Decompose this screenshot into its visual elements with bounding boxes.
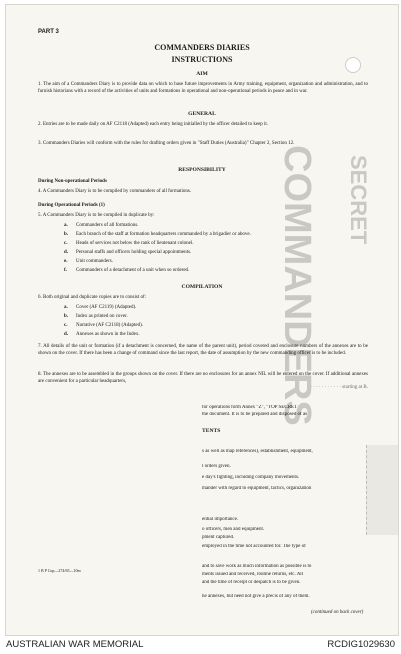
subheading-operational: During Operational Periods (1)	[38, 203, 105, 208]
archive-reference: RCDIG1029630	[327, 639, 395, 650]
fragment-line: ential importance.	[202, 517, 239, 522]
fragment-line: for operations form Annex "Z", "TOP SECRET	[202, 405, 298, 410]
bleed-through-secret: SECRET	[346, 155, 371, 245]
paragraph-5: 5. A Commanders Diary is to be compiled in duplicate by:	[38, 213, 155, 218]
heading-contents-fragment: TENTS	[202, 428, 221, 434]
list-item: c. Narrative (AF C2118) (Adapted).	[64, 323, 144, 328]
subheading-non-operational: During Non-operational Periods	[38, 179, 107, 184]
list-item: d. Personal staffs and officers holding special appointments.	[64, 250, 192, 255]
continued-note: (continued on back cover)	[311, 610, 364, 615]
paragraph-7: 7. All details of the unit or formation (if a detachment is concerned, the name of the parent unit), period covered and enclosure numbers of the annexes are to be shown on the cover. If there has been a change of command since the last report, the date of assumption by the new commanding officer is to be included.	[38, 344, 368, 356]
heading-general: GENERAL	[188, 111, 216, 117]
paragraph-4: 4. A Commanders Diary is to be compiled by commanders of all formations.	[38, 189, 192, 194]
fragment-line: s as well as map references), establishment, equipment,	[202, 449, 313, 454]
fragment-line: and the time of receipt or despatch is to be given.	[202, 580, 301, 585]
fragment-line: and to save work as much information as possible is to	[202, 564, 312, 569]
heading-responsibility: RESPONSIBILITY	[178, 167, 226, 173]
fragment-line: he annexes, but need not give a precis of any of them.	[202, 594, 310, 599]
fragment-line: employed in the time not accounted for. The type of	[202, 544, 306, 549]
bleed-through-commanders: COMMANDERS	[276, 145, 318, 426]
list-item: b. Index as printed on cover.	[64, 314, 128, 319]
part-label: PART 3	[38, 29, 59, 35]
paragraph-8-cut: · · · · · · · · · · · starting at B.	[310, 385, 368, 390]
fragment-line: pment captured.	[202, 535, 235, 540]
fragment-line: o officers, men and equipment.	[202, 527, 265, 532]
paragraph-8: 8. The annexes are to be assembled in the groups shown on the cover. If there are no enclosures for an annex NIL will be entered on the cover. If additional annexes are convenient for a particular headquarters,	[38, 372, 368, 384]
paragraph-3: 3. Commanders Diaries will conform with the rules for drafting orders given in "Staff Duties (Australia)" Chapter 2, Section 12.	[38, 141, 295, 146]
document-subtitle: INSTRUCTIONS	[171, 55, 233, 64]
fragment-line: the document. It is to be prepared and disposed of as	[202, 412, 308, 417]
fragment-line: l orders given.	[202, 464, 231, 469]
heading-aim: AIM	[196, 71, 208, 77]
document-page	[5, 4, 399, 636]
list-item: b. Each branch of the staff at formation headquarters commanded by a brigadier or above.	[64, 232, 251, 237]
list-item: a. Commanders of all formations.	[64, 223, 139, 228]
archive-caption: AUSTRALIAN WAR MEMORIAL	[6, 639, 144, 650]
document-title: COMMANDERS DIARIES	[154, 43, 250, 52]
fragment-line: e day's fighting, including company movements.	[202, 475, 300, 480]
heading-compilation: COMPILATION	[181, 284, 223, 290]
torn-edge	[366, 445, 399, 535]
list-item: d. Annexes as shown in the Index.	[64, 332, 140, 337]
paragraph-6: 6. Both original and duplicate copies are to consist of:	[38, 295, 147, 300]
fragment-line: ments issued and received, routine returns, etc. All	[202, 572, 304, 577]
fragment-line: mander with regard to equipment, tactics, organization	[202, 486, 312, 491]
printer-imprint: 1 B P Cop—274/65—10m	[38, 568, 81, 573]
list-item: a. Cover (AF C2119) (Adapted).	[64, 305, 137, 310]
list-item: c. Heads of services not below the rank of lieutenant colonel.	[64, 241, 194, 246]
paragraph-2: 2. Entries are to be made daily on AF C2118 (Adapted) each entry being initialled by the officer detailed to keep it.	[38, 122, 269, 127]
paragraph-1: 1. The aim of a Commanders Diary is to provide data on which to base future improvements in Army training, equipment, organization and administration, and to furnish historians with a record of the activities of units and formations in operational and non-operational periods in peace and in war.	[38, 82, 368, 94]
list-item: e. Unit commanders.	[64, 259, 113, 264]
list-item: f. Commanders of a detachment of a unit when so ordered.	[64, 268, 190, 273]
